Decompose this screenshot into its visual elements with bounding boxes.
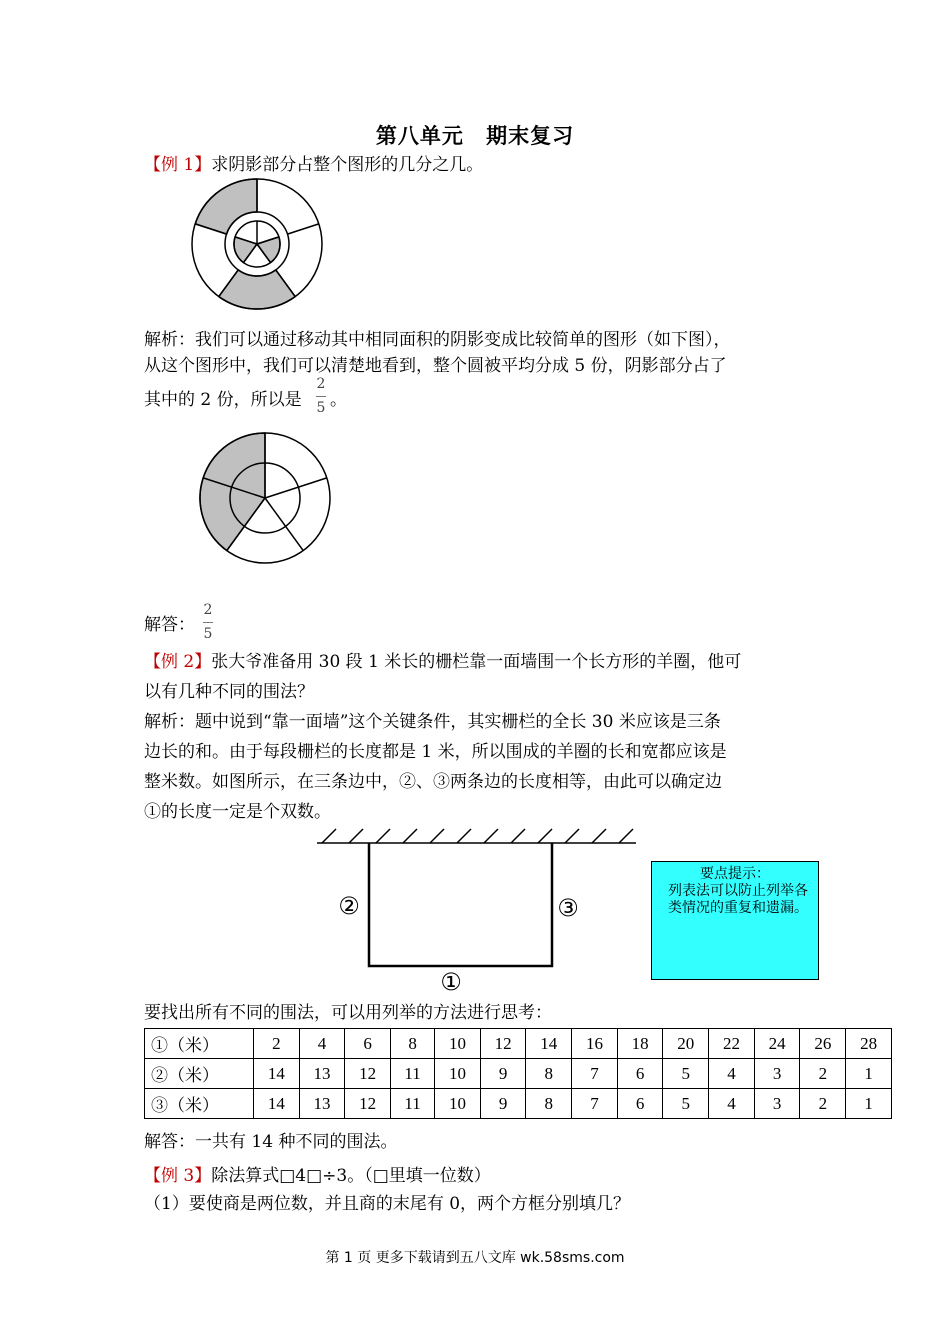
- table-cell: 5: [663, 1089, 709, 1119]
- table-cell: 7: [572, 1089, 618, 1119]
- example-3-tag: 【例 3】: [144, 1166, 212, 1186]
- figure-2-rearranged-rings: [192, 430, 342, 570]
- table-cell: 12: [345, 1059, 391, 1089]
- side-2-label: ②: [338, 892, 360, 920]
- example-3-question: [144, 1161, 491, 1186]
- example-2-analysis-line-1: 解析：题中说到“靠一面墙”这个关键条件，其实栅栏的全长 30 米应该是三条: [144, 712, 721, 732]
- table-cell: 2: [254, 1029, 300, 1059]
- tip-body: 列表法可以防止列举各类情况的重复和遗漏。: [668, 883, 808, 916]
- table-cell: 3: [754, 1059, 800, 1089]
- example-3-text: 除法算式□4□÷3。（□里填一位数）: [211, 1166, 491, 1186]
- side-1-label: ①: [440, 968, 462, 992]
- table-cell: 24: [754, 1029, 800, 1059]
- table-cell: 8: [526, 1059, 572, 1089]
- example-2-question-line-2: 以有几种不同的围法？: [144, 682, 314, 702]
- table-cell: 22: [709, 1029, 755, 1059]
- answer-fraction-denominator: 5: [203, 626, 213, 642]
- enumeration-table: [144, 1028, 892, 1119]
- tip-box: [651, 861, 819, 980]
- table-cell: 6: [345, 1029, 391, 1059]
- table-cell: 12: [480, 1029, 526, 1059]
- fraction-denominator: 5: [316, 400, 326, 416]
- analysis-text: 其中的 2 份，所以是: [144, 390, 302, 410]
- example-3-sub-question-1: （1）要使商是两位数，并且商的末尾有 0，两个方框分别填几？: [144, 1194, 631, 1214]
- example-2-question-line-1: [144, 647, 741, 672]
- example-1-tag: 【例 1】: [144, 155, 212, 175]
- table-cell: 14: [254, 1089, 300, 1119]
- table-cell: 11: [391, 1059, 435, 1089]
- example-2-question-text: 张大爷准备用 30 段 1 米长的栅栏靠一面墙围一个长方形的羊圈，他可: [211, 652, 742, 672]
- table-cell: 11: [391, 1089, 435, 1119]
- example-1-analysis-line-1: 解析：我们可以通过移动其中相同面积的阴影变成比较简单的图形（如下图），: [144, 330, 731, 350]
- example-2-analysis-line-4: ①的长度一定是个双数。: [144, 802, 331, 822]
- table-cell: 10: [435, 1089, 481, 1119]
- example-1-text: 求阴影部分占整个图形的几分之几。: [211, 155, 484, 175]
- example-2-tag: 【例 2】: [144, 652, 212, 672]
- table-row: [145, 1089, 892, 1119]
- example-2-method: 要找出所有不同的围法，可以用列举的方法进行思考：: [144, 1003, 552, 1023]
- table-cell: 9: [480, 1059, 526, 1089]
- table-cell: 28: [846, 1029, 892, 1059]
- table-cell: 8: [526, 1089, 572, 1119]
- table-cell: 6: [617, 1089, 663, 1119]
- page-footer: 第 1 页 更多下载请到五八文库 wk.58sms.com: [325, 1250, 625, 1266]
- table-cell: 1: [846, 1059, 892, 1089]
- table-cell: 7: [572, 1059, 618, 1089]
- table-cell: 12: [345, 1089, 391, 1119]
- table-cell: 5: [663, 1059, 709, 1089]
- table-cell: 1: [846, 1089, 892, 1119]
- fence-rectangle: [369, 843, 552, 966]
- table-cell: 13: [299, 1059, 345, 1089]
- table-cell: 18: [617, 1029, 663, 1059]
- table-cell: 10: [435, 1029, 481, 1059]
- example-1-answer-label: 解答：: [144, 615, 195, 635]
- table-cell: 10: [435, 1059, 481, 1089]
- table-cell: 26: [800, 1029, 846, 1059]
- example-2-answer: 解答：一共有 14 种不同的围法。: [144, 1132, 398, 1152]
- row-label: ③（米）: [145, 1089, 254, 1119]
- row-label: ①（米）: [145, 1029, 254, 1059]
- example-2-analysis-line-2: 边长的和。由于每段栅栏的长度都是 1 米，所以围成的羊圈的长和宽都应该是: [144, 742, 727, 762]
- table-cell: 4: [299, 1029, 345, 1059]
- table-cell: 8: [391, 1029, 435, 1059]
- fence-wall-diagram: [310, 822, 650, 992]
- table-cell: 20: [663, 1029, 709, 1059]
- table-cell: 16: [572, 1029, 618, 1059]
- page-title: 第八单元 期末复习: [375, 124, 575, 148]
- table-cell: 4: [709, 1089, 755, 1119]
- table-cell: 4: [709, 1059, 755, 1089]
- table-cell: 13: [299, 1089, 345, 1119]
- table-cell: 9: [480, 1089, 526, 1119]
- example-1-analysis-line-3: [144, 385, 302, 410]
- tip-title: 要点提示：: [700, 866, 770, 882]
- table-cell: 14: [526, 1029, 572, 1059]
- figure-1-shaded-rings: [185, 170, 345, 320]
- example-1-analysis-line-2: 从这个图形中，我们可以清楚地看到，整个圆被平均分成 5 份，阴影部分占了: [144, 356, 727, 376]
- analysis-period: 。: [330, 390, 347, 410]
- answer-fraction-numerator: 2: [203, 602, 213, 618]
- example-2-analysis-line-3: 整米数。如图所示，在三条边中，②、③两条边的长度相等，由此可以确定边: [144, 772, 722, 792]
- table-cell: 14: [254, 1059, 300, 1089]
- table-row: [145, 1059, 892, 1089]
- table-cell: 6: [617, 1059, 663, 1089]
- table-cell: 3: [754, 1089, 800, 1119]
- table-row: [145, 1029, 892, 1059]
- table-cell: 2: [800, 1089, 846, 1119]
- side-3-label: ③: [557, 894, 579, 922]
- row-label: ②（米）: [145, 1059, 254, 1089]
- table-cell: 2: [800, 1059, 846, 1089]
- fraction-numerator: 2: [316, 376, 326, 392]
